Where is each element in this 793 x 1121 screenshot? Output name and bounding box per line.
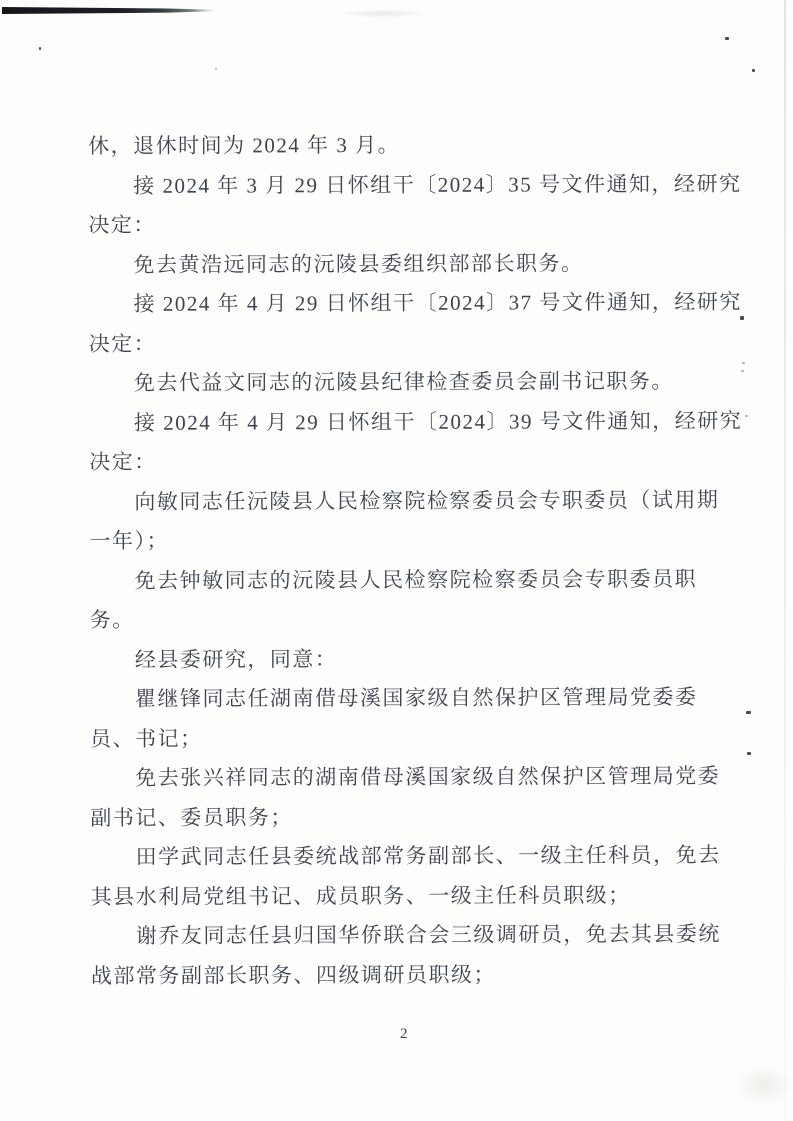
document-line: 决定： bbox=[88, 331, 157, 356]
document-line: 接 2024 年 4 月 29 日怀组干〔2024〕37 号文件通知，经研究 bbox=[133, 289, 742, 316]
document-line: 经县委研究，同意： bbox=[134, 646, 338, 672]
document-line: 决定： bbox=[89, 449, 157, 474]
document-line: 接 2024 年 4 月 29 日怀组干〔2024〕39 号文件通知，经研究 bbox=[133, 408, 743, 435]
document-line: 瞿继锋同志任湖南借母溪国家级自然保护区管理局党委委 bbox=[134, 684, 698, 711]
document-line: 务。 bbox=[89, 607, 135, 632]
scan-speck bbox=[747, 752, 751, 755]
scan-speck bbox=[742, 362, 745, 364]
document-line: 员、书记； bbox=[90, 726, 203, 751]
document-body bbox=[88, 125, 743, 996]
scan-speck bbox=[741, 370, 744, 372]
document-line: 免去张兴祥同志的湖南借母溪国家级自然保护区管理局党委 bbox=[135, 763, 721, 790]
document-line: 免去代益文同志的沅陵县纪律检查委员会副书记职务。 bbox=[133, 368, 674, 395]
scan-speck bbox=[746, 711, 751, 714]
document-line: 接 2024 年 3 月 29 日怀组干〔2024〕35 号文件通知，经研究 bbox=[133, 171, 742, 198]
document-line: 免去黄浩远同志的沅陵县委组织部部长职务。 bbox=[133, 250, 584, 277]
document-line: 其县水利局党组书记、成员职务、一级主任科员职级； bbox=[90, 882, 631, 909]
document-line: 决定： bbox=[88, 212, 156, 237]
document-line: 副书记、委员职务； bbox=[90, 804, 293, 830]
document-line: 休，退休时间为 2024 年 3 月。 bbox=[88, 132, 401, 158]
document-line: 战部常务副部长职务、四级调研员职级； bbox=[90, 962, 497, 988]
document-line: 一年）； bbox=[89, 528, 169, 553]
scan-smudge bbox=[335, 9, 430, 18]
page-edge-shadow bbox=[784, 0, 786, 1121]
scan-speck bbox=[745, 415, 748, 417]
document-line: 谢乔友同志任县归国华侨联合会三级调研员，免去其县委统 bbox=[135, 921, 721, 948]
page-number: 2 bbox=[400, 1026, 408, 1042]
scan-speck bbox=[215, 68, 217, 70]
document-line: 田学武同志任县委统战部常务副部长、一级主任科员，免去 bbox=[135, 842, 721, 869]
document-line: 向敏同志任沅陵县人民检察院检察委员会专职委员（试用期 bbox=[134, 487, 720, 514]
scan-speck bbox=[39, 47, 41, 50]
scan-speck bbox=[752, 69, 755, 72]
scan-streak-artifact bbox=[2, 7, 215, 14]
scan-speck bbox=[725, 37, 729, 40]
document-line: 免去钟敏同志的沅陵县人民检察院检察委员会专职委员职 bbox=[134, 566, 698, 593]
